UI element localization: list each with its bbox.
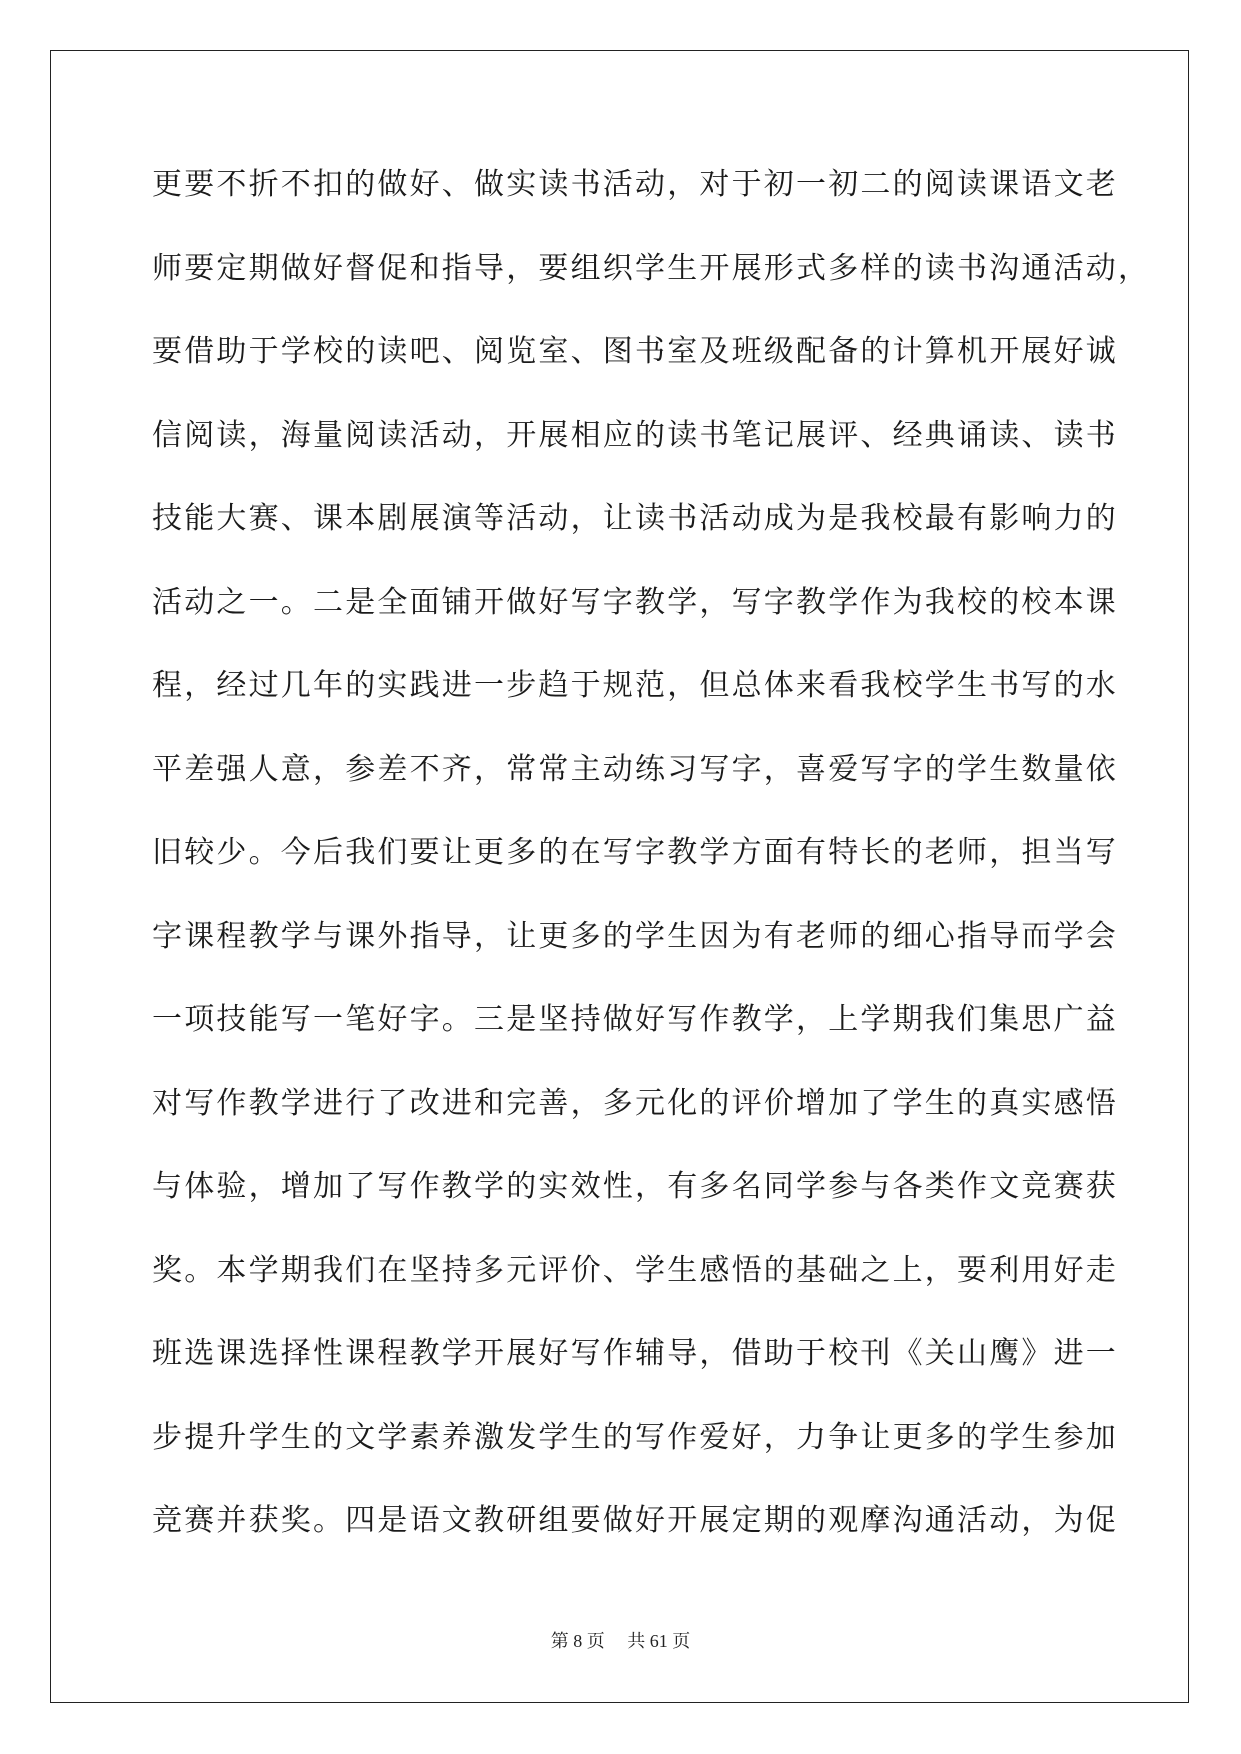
- text-line: 平差强人意，参差不齐，常常主动练习写字，喜爱写字的学生数量依: [152, 751, 1118, 787]
- text-line: 程，经过几年的实践进一步趋于规范，但总体来看我校学生书写的水: [152, 668, 1118, 703]
- text-line: 旧较少。今后我们要让更多的在写字教学方面有特长的老师，担当写: [152, 835, 1118, 870]
- text-line: 奖。本学期我们在坚持多元评价、学生感悟的基础之上，要利用好走: [152, 1252, 1118, 1288]
- text-line: 一项技能写一笔好字。三是坚持做好写作教学，上学期我们集思广益: [152, 1002, 1118, 1037]
- text-line: 步提升学生的文学素养激发学生的写作爱好，力争让更多的学生参加: [152, 1419, 1118, 1455]
- text-line: 要借助于学校的读吧、阅览室、图书室及班级配备的计算机开展好诚: [152, 334, 1118, 369]
- body-text: [152, 160, 1151, 1580]
- page-number-footer: 第 8 页 共 61 页: [550, 1631, 691, 1651]
- text-line: 竞赛并获奖。四是语文教研组要做好开展定期的观摩沟通活动，为促: [152, 1503, 1118, 1538]
- text-line: 班选课选择性课程教学开展好写作辅导，借助于校刊《关山鹰》进一: [152, 1336, 1118, 1371]
- text-line: 师要定期做好督促和指导，要组织学生开展形式多样的读书沟通活动，: [152, 250, 1151, 286]
- text-line: 对写作教学进行了改进和完善，多元化的评价增加了学生的真实感悟: [152, 1085, 1118, 1121]
- text-line: 技能大赛、课本剧展演等活动，让读书活动成为是我校最有影响力的: [152, 501, 1118, 536]
- text-line: 活动之一。二是全面铺开做好写字教学，写字教学作为我校的校本课: [152, 584, 1118, 620]
- text-line: 信阅读，海量阅读活动，开展相应的读书笔记展评、经典诵读、读书: [152, 417, 1118, 453]
- text-line: 更要不折不扣的做好、做实读书活动，对于初一初二的阅读课语文老: [152, 167, 1118, 202]
- text-line: 与体验，增加了写作教学的实效性，有多名同学参与各类作文竞赛获: [152, 1169, 1118, 1204]
- text-line: 字课程教学与课外指导，让更多的学生因为有老师的细心指导而学会: [152, 918, 1118, 954]
